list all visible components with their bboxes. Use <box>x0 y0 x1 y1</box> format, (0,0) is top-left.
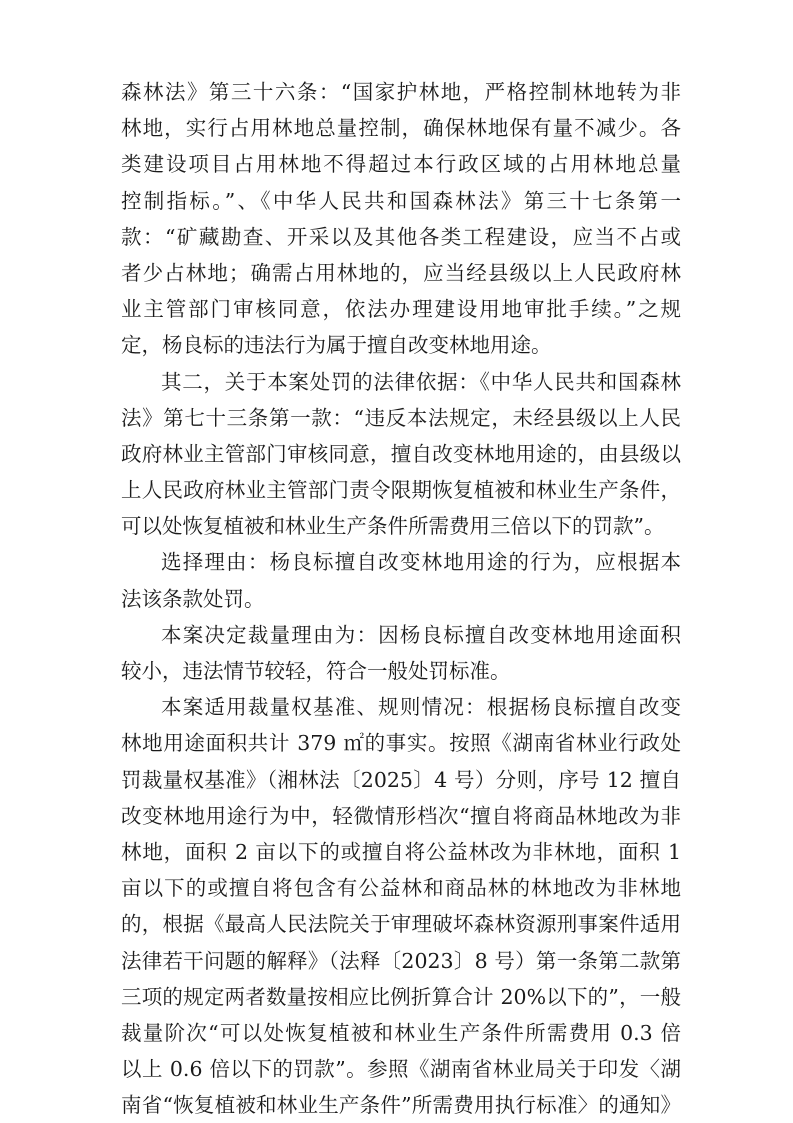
text-line: 上人民政府林业主管部门责令限期恢复植被和林业生产条件， <box>121 478 681 503</box>
text-line: 政府林业主管部门审核同意，擅自改变林地用途的，由县级以 <box>121 441 681 466</box>
text-line: 法》第七十三条第一款：“违反本法规定，未经县级以上人民 <box>121 405 681 430</box>
text-line: 改变林地用途行为中，轻微情形档次“擅自将商品林地改为非 <box>121 803 681 828</box>
text-line: 法该条款处罚。 <box>121 586 265 611</box>
text-line: 的，根据《最高人民法院关于审理破坏森林资源刑事案件适用 <box>121 912 681 937</box>
text-line: 较小，违法情节较轻，符合一般处罚标准。 <box>121 659 511 683</box>
text-line: 款：“矿藏勘查、开采以及其他各类工程建设，应当不占或 <box>121 224 681 249</box>
document-body <box>121 74 681 1123</box>
text-line: 控制指标。”、《中华人民共和国森林法》第三十七条第一 <box>121 188 681 213</box>
text-line: 林地用途面积共计 379 ㎡的事实。按照《湖南省林业行政处 <box>121 731 681 756</box>
text-line: 可以处恢复植被和林业生产条件所需费用三倍以下的罚款”。 <box>121 514 665 539</box>
text-line: 定，杨良标的违法行为属于擅自改变林地用途。 <box>121 333 552 358</box>
text-line: 法律若干问题的解释》（法释〔2023〕8 号）第一条第二款第 <box>121 948 681 973</box>
text-line: 本案决定裁量理由为：因杨良标擅自改变林地用途面积 <box>161 622 681 647</box>
text-line: 本案适用裁量权基准、规则情况：根据杨良标擅自改变 <box>161 695 681 720</box>
text-line: 三项的规定两者数量按相应比例折算合计 20%以下的”，一般 <box>121 984 681 1009</box>
text-line: 裁量阶次“可以处恢复植被和林业生产条件所需费用 0.3 倍 <box>121 1020 681 1045</box>
text-line: 林地，实行占用林地总量控制，确保林地保有量不减少。各 <box>121 116 681 141</box>
text-line: 亩以下的或擅自将包含有公益林和商品林的林地改为非林地 <box>121 876 681 901</box>
text-line: 林地，面积 2 亩以下的或擅自将公益林改为非林地，面积 1 <box>121 839 681 864</box>
text-line: 者少占林地；确需占用林地的，应当经县级以上人民政府林 <box>121 260 681 285</box>
text-line: 森林法》第三十六条：“国家护林地，严格控制林地转为非 <box>121 80 681 104</box>
text-line: 罚裁量权基准》（湘林法〔2025〕4 号）分则，序号 12 擅自 <box>121 767 681 792</box>
text-line: 其二，关于本案处罚的法律依据：《中华人民共和国森林 <box>161 369 681 394</box>
text-line: 以上 0.6 倍以下的罚款”。参照《湖南省林业局关于印发〈湖 <box>121 1057 681 1082</box>
text-line: 选择理由：杨良标擅自改变林地用途的行为，应根据本 <box>161 550 681 575</box>
text-line: 业主管部门审核同意，依法办理建设用地审批手续。”之规 <box>121 297 681 322</box>
text-line: 南省“恢复植被和林业生产条件”所需费用执行标准〉的通知》 <box>121 1093 681 1118</box>
text-line: 类建设项目占用林地不得超过本行政区域的占用林地总量 <box>121 152 681 177</box>
